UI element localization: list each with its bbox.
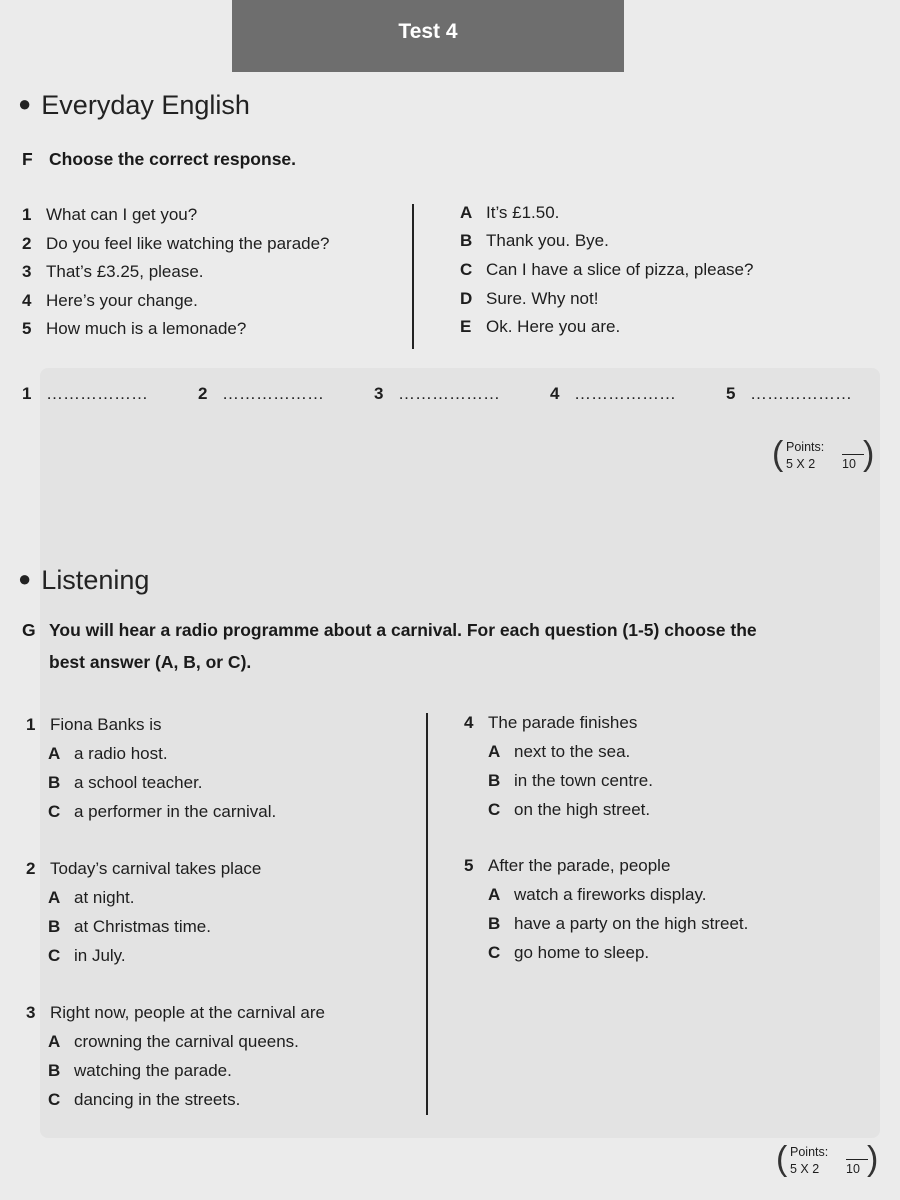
- listening-question: 3 Right now, people at the carnival are: [26, 1003, 326, 1022]
- option-row[interactable]: A crowning the carnival queens.: [48, 1032, 299, 1051]
- option-row[interactable]: A a radio host.: [48, 744, 168, 763]
- instruction-line-2: best answer (A, B, or C).: [49, 652, 252, 672]
- question-row: 1 What can I get you?: [22, 205, 198, 224]
- instruction-line-1: You will hear a radio programme about a carnival. For each question (1-5) choose the: [49, 620, 757, 640]
- option-row[interactable]: C in July.: [48, 946, 126, 965]
- bullet-icon: ●: [18, 91, 32, 116]
- points-box: ( Points: 5 X 2 10 ): [776, 1140, 879, 1178]
- option-row[interactable]: B watching the parade.: [48, 1061, 232, 1080]
- option-row[interactable]: A at night.: [48, 888, 135, 907]
- listening-heading-text: Listening: [41, 565, 150, 595]
- option-row[interactable]: C on the high street.: [488, 800, 651, 819]
- section-heading-everyday-english: [18, 90, 250, 121]
- answer-blank[interactable]: 1 ………………: [22, 384, 148, 403]
- option-row[interactable]: C dancing in the streets.: [48, 1090, 241, 1109]
- answer-blank[interactable]: 3 ………………: [374, 384, 500, 403]
- bullet-icon: ●: [18, 566, 32, 591]
- answer-line: [22, 384, 862, 408]
- option-row[interactable]: B a school teacher.: [48, 773, 203, 792]
- question-row: 2 Do you feel like watching the parade?: [22, 234, 330, 253]
- option-row[interactable]: B in the town centre.: [488, 771, 653, 790]
- option-row[interactable]: A watch a fireworks display.: [488, 885, 707, 904]
- listening-question: 1 Fiona Banks is: [26, 715, 162, 734]
- section-heading-listening: [18, 565, 149, 596]
- instruction-letter: G: [22, 620, 36, 640]
- listening-question: 5 After the parade, people: [464, 856, 671, 875]
- answer-blank[interactable]: 4 ………………: [550, 384, 676, 403]
- listening-question: 4 The parade finishes: [464, 713, 638, 732]
- option-row[interactable]: C a performer in the carnival.: [48, 802, 277, 821]
- response-row: A It’s £1.50.: [460, 203, 560, 222]
- points-box: ( Points: 5 X 2 10 ): [772, 435, 875, 473]
- question-row: 3 That’s £3.25, please.: [22, 262, 204, 281]
- column-divider: [412, 204, 414, 349]
- option-row[interactable]: C go home to sleep.: [488, 943, 650, 962]
- test-header: [232, 0, 624, 72]
- option-row[interactable]: B at Christmas time.: [48, 917, 211, 936]
- instruction-text: Choose the correct response.: [49, 149, 297, 169]
- test-title: Test 4: [398, 20, 458, 43]
- response-row: C Can I have a slice of pizza, please?: [460, 260, 754, 279]
- response-row: D Sure. Why not!: [460, 289, 599, 308]
- listening-question: 2 Today’s carnival takes place: [26, 859, 262, 878]
- response-row: B Thank you. Bye.: [460, 231, 609, 250]
- question-row: 5 How much is a lemonade?: [22, 319, 247, 338]
- column-divider: [426, 713, 428, 1115]
- option-row[interactable]: A next to the sea.: [488, 742, 631, 761]
- question-row: 4 Here’s your change.: [22, 291, 198, 310]
- response-row: E Ok. Here you are.: [460, 317, 621, 336]
- answer-blank[interactable]: 2 ………………: [198, 384, 324, 403]
- answer-blank[interactable]: 5 ………………: [726, 384, 852, 403]
- option-row[interactable]: B have a party on the high street.: [488, 914, 749, 933]
- instruction-letter: F: [22, 149, 33, 169]
- instruction-g: [22, 614, 882, 678]
- everyday-heading-text: Everyday English: [41, 90, 250, 120]
